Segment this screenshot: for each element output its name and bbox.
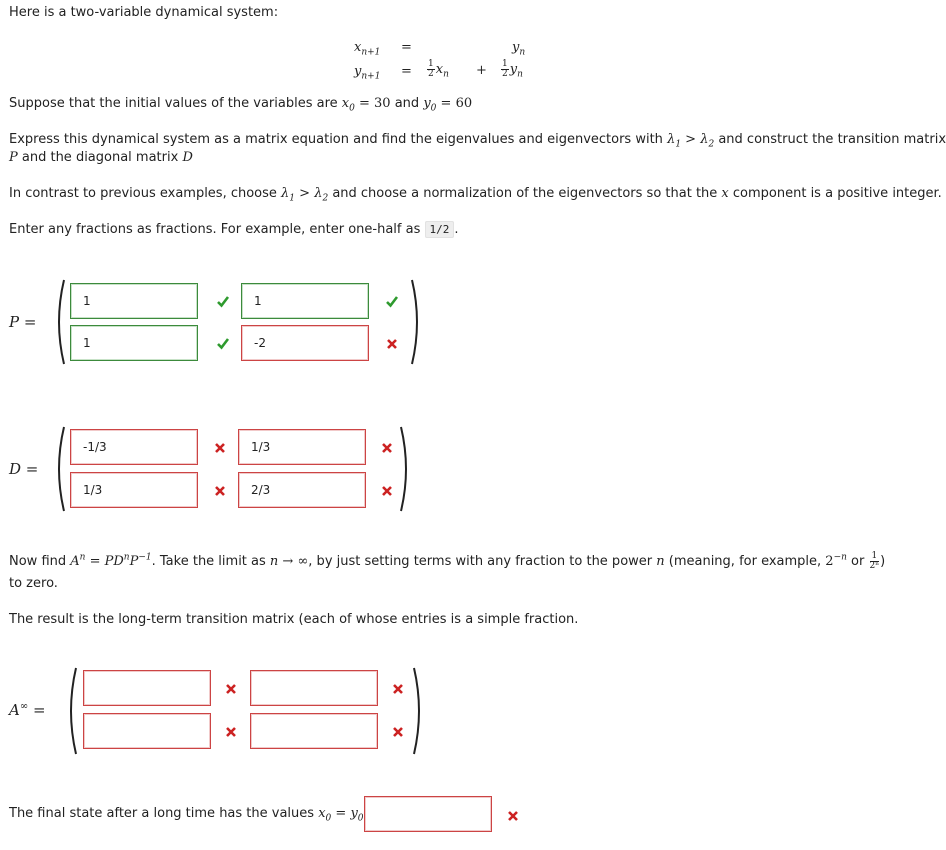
nowfind-line2: to zero. [9, 576, 58, 591]
D-label: D = [9, 460, 39, 478]
cross-icon [380, 441, 394, 455]
cross-icon [213, 441, 227, 455]
fractions-note: Enter any fractions as fractions. For example, enter one-half as 1/2 . [9, 222, 459, 237]
D-cell-11[interactable]: -1/3 [70, 429, 198, 465]
cross-icon [391, 725, 405, 739]
P-label: P = [9, 313, 37, 331]
cross-icon [224, 725, 238, 739]
A-inf-cell-12[interactable] [250, 670, 378, 706]
express-line1: Express this dynamical system as a matrix equation and find the eigenvalues and eigenvectors with $\lambda_1 > \lambda_2$ and construct the transition matrix [9, 132, 946, 150]
right-paren-icon [412, 666, 426, 756]
rhs2-term-a: $\frac{1}{2}$ $x_n$ [428, 59, 449, 80]
cross-icon [213, 484, 227, 498]
cross-icon [380, 484, 394, 498]
rhs2-term-b: $\frac{1}{2}$ $y_n$ [502, 59, 523, 80]
eq1: = [401, 40, 412, 55]
A-inf-cell-11[interactable] [83, 670, 211, 706]
plus-sign: + [476, 63, 487, 78]
cross-icon [224, 682, 238, 696]
check-icon [216, 336, 230, 350]
D-cell-12[interactable]: 1/3 [238, 429, 366, 465]
D-cell-21[interactable]: 1/3 [70, 472, 198, 508]
D-cell-22[interactable]: 2/3 [238, 472, 366, 508]
P-cell-21[interactable]: 1 [70, 325, 198, 361]
A-inf-cell-22[interactable] [250, 713, 378, 749]
intro-text: Here is a two-variable dynamical system: [9, 5, 279, 20]
rhs1: $y_n$ [512, 40, 526, 58]
left-paren-icon [64, 666, 78, 756]
final-value-input[interactable] [364, 796, 492, 832]
A-inf-label: A∞ = [9, 701, 46, 719]
cross-icon [506, 809, 520, 823]
P-cell-11[interactable]: 1 [70, 283, 198, 319]
right-paren-icon [410, 278, 424, 366]
final-state-text: The final state after a long time has the values $x_0 = y_0$ [9, 806, 364, 824]
P-cell-12[interactable]: 1 [241, 283, 369, 319]
lhs1: $x_{n+1}$ [354, 40, 381, 58]
contrast-text: In contrast to previous examples, choose $\lambda_1 > \lambda_2$ and choose a normalization of the eigenvectors so that the x component is a positive integer. [9, 186, 942, 204]
A-inf-cell-21[interactable] [83, 713, 211, 749]
left-paren-icon [52, 425, 66, 513]
eq2: = [401, 64, 412, 79]
P-cell-22[interactable]: -2 [241, 325, 369, 361]
fraction-example: 1/2 [425, 221, 455, 238]
lhs2: $y_{n+1}$ [354, 64, 381, 82]
cross-icon [385, 337, 399, 351]
right-paren-icon [399, 425, 413, 513]
express-line2: P and the diagonal matrix D [9, 150, 193, 165]
left-paren-icon [52, 278, 66, 366]
result-text: The result is the long-term transition matrix (each of whose entries is a simple fraction. [9, 612, 579, 627]
nowfind-line1: Now find $A^n = PD^nP^{-1}$. Take the limit as n → ∞, by just setting terms with any fraction to the power n (meaning, for example, $2^{-n}$ or $\frac{1}{\text{2ⁿ}}$ ) [9, 551, 886, 571]
check-icon [385, 294, 399, 308]
check-icon [216, 294, 230, 308]
cross-icon [391, 682, 405, 696]
initial-values: Suppose that the initial values of the variables are $x_0 = 30$ and $y_0 = 60$ [9, 96, 473, 114]
